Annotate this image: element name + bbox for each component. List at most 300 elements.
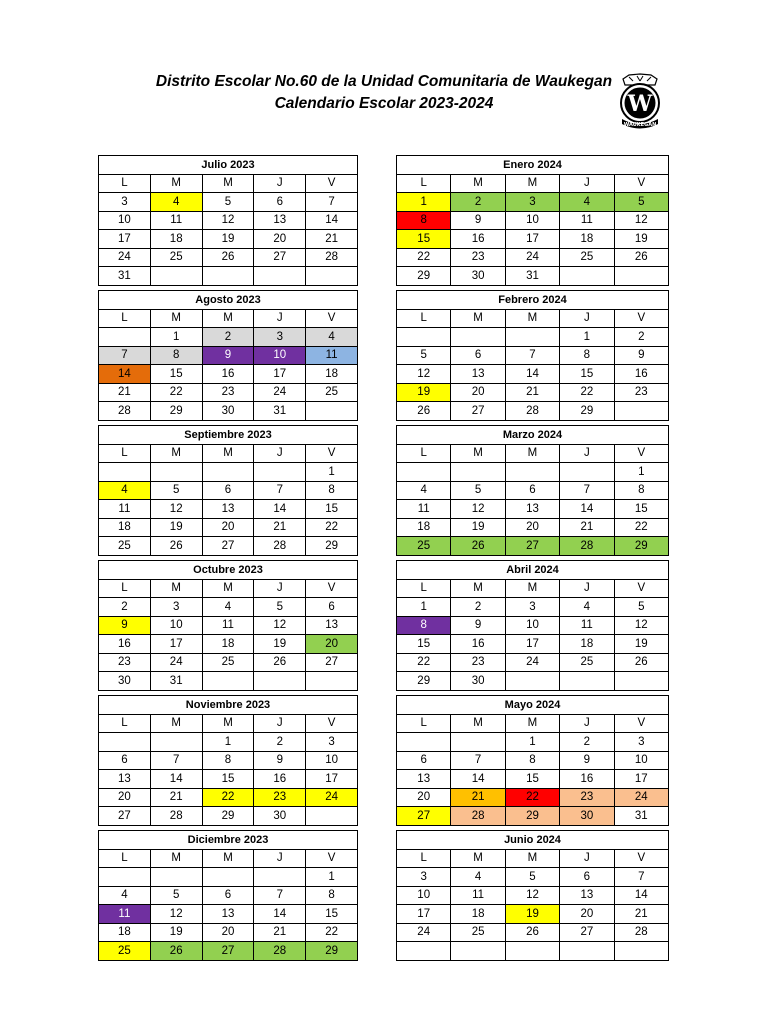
day-cell: 4 xyxy=(150,193,202,212)
day-cell: 19 xyxy=(254,635,306,654)
day-cell: 15 xyxy=(614,500,668,519)
day-cell: 16 xyxy=(451,230,505,249)
day-cell: 25 xyxy=(397,537,451,556)
day-cell: 27 xyxy=(505,537,559,556)
day-cell: 14 xyxy=(99,365,151,384)
day-cell: 3 xyxy=(150,598,202,617)
day-cell: 13 xyxy=(202,905,254,924)
day-cell: 15 xyxy=(150,365,202,384)
weekday-header: V xyxy=(614,309,668,328)
weekday-header: L xyxy=(397,444,451,463)
day-cell xyxy=(614,267,668,286)
weekday-header: L xyxy=(99,174,151,193)
day-cell: 15 xyxy=(202,770,254,789)
day-cell xyxy=(560,267,614,286)
day-cell: 6 xyxy=(254,193,306,212)
month-calendar xyxy=(98,155,358,286)
weekday-header: M xyxy=(202,849,254,868)
day-cell: 4 xyxy=(202,598,254,617)
weekday-header: M xyxy=(505,444,559,463)
day-cell: 7 xyxy=(99,346,151,365)
day-cell: 29 xyxy=(150,402,202,421)
day-cell: 29 xyxy=(505,807,559,826)
day-cell: 5 xyxy=(150,886,202,905)
day-cell: 31 xyxy=(254,402,306,421)
week-row xyxy=(397,653,669,672)
day-cell: 6 xyxy=(505,481,559,500)
day-cell: 10 xyxy=(99,211,151,230)
day-cell: 11 xyxy=(397,500,451,519)
day-cell: 12 xyxy=(254,616,306,635)
weekday-header: M xyxy=(505,714,559,733)
day-cell: 6 xyxy=(202,886,254,905)
weekday-header: V xyxy=(306,714,358,733)
day-cell: 13 xyxy=(306,616,358,635)
day-cell: 22 xyxy=(614,518,668,537)
day-cell: 26 xyxy=(254,653,306,672)
week-row xyxy=(397,672,669,691)
day-cell: 7 xyxy=(505,346,559,365)
day-cell xyxy=(254,267,306,286)
month-calendar xyxy=(98,290,358,421)
week-row xyxy=(99,923,358,942)
day-cell: 27 xyxy=(202,942,254,961)
day-cell xyxy=(150,267,202,286)
month-calendar xyxy=(396,155,669,286)
day-cell: 22 xyxy=(397,653,451,672)
day-cell: 30 xyxy=(99,672,151,691)
day-cell: 28 xyxy=(614,923,668,942)
day-cell: 21 xyxy=(254,518,306,537)
weekday-header: M xyxy=(150,309,202,328)
week-row xyxy=(99,942,358,961)
day-cell: 8 xyxy=(397,211,451,230)
day-cell: 25 xyxy=(560,653,614,672)
week-row xyxy=(99,733,358,752)
month-title: Septiembre 2023 xyxy=(99,426,358,445)
month-calendar xyxy=(396,290,669,421)
day-cell: 27 xyxy=(306,653,358,672)
day-cell: 24 xyxy=(306,788,358,807)
day-cell: 22 xyxy=(306,923,358,942)
month-title: Mayo 2024 xyxy=(397,696,669,715)
day-cell: 14 xyxy=(254,500,306,519)
week-row xyxy=(99,211,358,230)
day-cell: 14 xyxy=(560,500,614,519)
weekday-header: M xyxy=(150,579,202,598)
day-cell: 11 xyxy=(451,886,505,905)
week-row xyxy=(99,267,358,286)
day-cell: 9 xyxy=(451,616,505,635)
weekday-header: M xyxy=(150,714,202,733)
day-cell xyxy=(451,942,505,961)
day-cell: 4 xyxy=(560,598,614,617)
day-cell: 12 xyxy=(397,365,451,384)
day-cell: 29 xyxy=(397,672,451,691)
day-cell: 17 xyxy=(505,230,559,249)
day-cell: 1 xyxy=(505,733,559,752)
day-cell: 27 xyxy=(99,807,151,826)
week-row xyxy=(397,518,669,537)
weekday-header: M xyxy=(202,174,254,193)
day-cell xyxy=(254,868,306,887)
day-cell: 14 xyxy=(451,770,505,789)
day-cell: 24 xyxy=(505,248,559,267)
day-cell: 4 xyxy=(451,868,505,887)
day-cell: 6 xyxy=(397,751,451,770)
day-cell: 27 xyxy=(451,402,505,421)
day-cell: 12 xyxy=(150,905,202,924)
day-cell: 21 xyxy=(254,923,306,942)
day-cell: 12 xyxy=(150,500,202,519)
day-cell: 25 xyxy=(560,248,614,267)
day-cell xyxy=(505,672,559,691)
calendar-title: Calendario Escolar 2023-2024 xyxy=(274,95,494,112)
month-table xyxy=(396,155,669,286)
weekday-header: V xyxy=(614,444,668,463)
day-cell: 24 xyxy=(505,653,559,672)
day-cell: 6 xyxy=(560,868,614,887)
day-cell: 19 xyxy=(505,905,559,924)
day-cell xyxy=(150,868,202,887)
day-cell: 11 xyxy=(560,616,614,635)
day-cell: 25 xyxy=(202,653,254,672)
day-cell: 26 xyxy=(614,248,668,267)
day-cell: 17 xyxy=(505,635,559,654)
month-title: Junio 2024 xyxy=(397,831,669,850)
day-cell: 2 xyxy=(614,328,668,347)
day-cell: 14 xyxy=(505,365,559,384)
day-cell: 1 xyxy=(306,463,358,482)
week-row xyxy=(397,267,669,286)
day-cell xyxy=(254,463,306,482)
day-cell: 6 xyxy=(306,598,358,617)
day-cell: 19 xyxy=(614,635,668,654)
week-row xyxy=(397,788,669,807)
day-cell: 18 xyxy=(99,518,151,537)
week-row xyxy=(99,193,358,212)
day-cell: 2 xyxy=(202,328,254,347)
day-cell xyxy=(150,733,202,752)
day-cell xyxy=(560,672,614,691)
day-cell: 24 xyxy=(254,383,306,402)
weekday-header: M xyxy=(505,579,559,598)
week-row xyxy=(99,751,358,770)
day-cell: 9 xyxy=(560,751,614,770)
day-cell xyxy=(505,328,559,347)
day-cell: 13 xyxy=(202,500,254,519)
day-cell: 21 xyxy=(614,905,668,924)
day-cell: 26 xyxy=(202,248,254,267)
day-cell xyxy=(99,868,151,887)
weekday-header: V xyxy=(306,444,358,463)
day-cell: 28 xyxy=(254,942,306,961)
day-cell: 7 xyxy=(254,481,306,500)
week-row xyxy=(99,807,358,826)
day-cell: 22 xyxy=(505,788,559,807)
day-cell: 3 xyxy=(99,193,151,212)
day-cell: 10 xyxy=(614,751,668,770)
day-cell: 31 xyxy=(150,672,202,691)
weekday-header: L xyxy=(99,444,151,463)
day-cell: 12 xyxy=(505,886,559,905)
week-row xyxy=(397,365,669,384)
weekday-header: M xyxy=(202,714,254,733)
week-row xyxy=(99,365,358,384)
weekday-header: J xyxy=(254,309,306,328)
day-cell xyxy=(560,942,614,961)
weekday-header: M xyxy=(202,444,254,463)
week-row xyxy=(397,328,669,347)
day-cell: 24 xyxy=(614,788,668,807)
weekday-header: M xyxy=(451,714,505,733)
day-cell: 23 xyxy=(451,248,505,267)
weekday-header: L xyxy=(397,579,451,598)
day-cell: 26 xyxy=(150,537,202,556)
day-cell: 13 xyxy=(254,211,306,230)
day-cell: 5 xyxy=(505,868,559,887)
day-cell: 3 xyxy=(614,733,668,752)
day-cell: 16 xyxy=(560,770,614,789)
day-cell: 26 xyxy=(505,923,559,942)
day-cell: 30 xyxy=(451,672,505,691)
week-row xyxy=(397,905,669,924)
day-cell: 1 xyxy=(560,328,614,347)
day-cell: 22 xyxy=(560,383,614,402)
day-cell: 30 xyxy=(202,402,254,421)
day-cell: 15 xyxy=(306,500,358,519)
day-cell: 18 xyxy=(560,230,614,249)
week-row xyxy=(397,346,669,365)
day-cell: 29 xyxy=(202,807,254,826)
day-cell xyxy=(202,868,254,887)
day-cell: 5 xyxy=(254,598,306,617)
week-row xyxy=(397,923,669,942)
week-row xyxy=(99,672,358,691)
weekday-header: M xyxy=(451,849,505,868)
day-cell: 21 xyxy=(451,788,505,807)
day-cell: 19 xyxy=(451,518,505,537)
day-cell: 15 xyxy=(560,365,614,384)
day-cell: 14 xyxy=(150,770,202,789)
day-cell: 22 xyxy=(202,788,254,807)
weekday-header: M xyxy=(451,444,505,463)
month-calendar xyxy=(396,560,669,691)
weekday-header: J xyxy=(254,174,306,193)
week-row xyxy=(99,463,358,482)
day-cell xyxy=(397,733,451,752)
day-cell: 24 xyxy=(397,923,451,942)
day-cell: 22 xyxy=(306,518,358,537)
week-row xyxy=(397,537,669,556)
day-cell: 19 xyxy=(397,383,451,402)
week-row xyxy=(397,383,669,402)
day-cell: 21 xyxy=(150,788,202,807)
day-cell: 7 xyxy=(254,886,306,905)
day-cell: 14 xyxy=(614,886,668,905)
week-row xyxy=(397,402,669,421)
week-row xyxy=(397,193,669,212)
week-row xyxy=(397,733,669,752)
month-calendar xyxy=(396,425,669,556)
month-table xyxy=(396,425,669,556)
month-table xyxy=(396,560,669,691)
day-cell: 17 xyxy=(99,230,151,249)
month-title: Febrero 2024 xyxy=(397,291,669,310)
day-cell: 1 xyxy=(306,868,358,887)
day-cell: 30 xyxy=(451,267,505,286)
day-cell: 31 xyxy=(99,267,151,286)
weekday-header: V xyxy=(306,174,358,193)
day-cell: 20 xyxy=(306,635,358,654)
day-cell: 2 xyxy=(560,733,614,752)
day-cell xyxy=(306,402,358,421)
week-row xyxy=(99,248,358,267)
day-cell: 27 xyxy=(397,807,451,826)
day-cell: 18 xyxy=(99,923,151,942)
day-cell: 7 xyxy=(614,868,668,887)
day-cell: 1 xyxy=(397,193,451,212)
day-cell: 1 xyxy=(614,463,668,482)
day-cell: 29 xyxy=(306,942,358,961)
week-row xyxy=(397,598,669,617)
day-cell: 20 xyxy=(202,923,254,942)
weekday-header: M xyxy=(505,309,559,328)
day-cell: 8 xyxy=(505,751,559,770)
day-cell: 23 xyxy=(614,383,668,402)
day-cell xyxy=(254,672,306,691)
day-cell: 18 xyxy=(451,905,505,924)
day-cell: 19 xyxy=(150,923,202,942)
day-cell xyxy=(202,463,254,482)
week-row xyxy=(397,481,669,500)
day-cell: 5 xyxy=(614,598,668,617)
day-cell: 2 xyxy=(254,733,306,752)
day-cell xyxy=(202,267,254,286)
day-cell: 4 xyxy=(99,481,151,500)
week-row xyxy=(397,230,669,249)
day-cell: 21 xyxy=(505,383,559,402)
day-cell: 10 xyxy=(254,346,306,365)
week-row xyxy=(99,346,358,365)
week-row xyxy=(397,616,669,635)
weekday-header: M xyxy=(202,579,254,598)
day-cell: 11 xyxy=(99,500,151,519)
day-cell: 25 xyxy=(99,942,151,961)
day-cell: 16 xyxy=(99,635,151,654)
day-cell: 10 xyxy=(397,886,451,905)
day-cell: 13 xyxy=(505,500,559,519)
day-cell: 21 xyxy=(560,518,614,537)
month-table xyxy=(98,155,358,286)
day-cell: 16 xyxy=(254,770,306,789)
weekday-header: M xyxy=(451,579,505,598)
day-cell: 13 xyxy=(99,770,151,789)
day-cell: 16 xyxy=(614,365,668,384)
day-cell: 26 xyxy=(614,653,668,672)
week-row xyxy=(99,500,358,519)
day-cell: 2 xyxy=(451,193,505,212)
month-title: Marzo 2024 xyxy=(397,426,669,445)
weekday-header: L xyxy=(99,849,151,868)
day-cell: 20 xyxy=(397,788,451,807)
day-cell: 11 xyxy=(560,211,614,230)
week-row xyxy=(99,598,358,617)
weekday-header: V xyxy=(614,174,668,193)
day-cell: 13 xyxy=(451,365,505,384)
month-calendar xyxy=(396,830,669,961)
week-row xyxy=(397,500,669,519)
month-table xyxy=(98,290,358,421)
day-cell: 9 xyxy=(451,211,505,230)
month-title: Enero 2024 xyxy=(397,156,669,175)
day-cell: 1 xyxy=(202,733,254,752)
day-cell xyxy=(306,672,358,691)
day-cell: 28 xyxy=(150,807,202,826)
day-cell: 28 xyxy=(560,537,614,556)
day-cell: 8 xyxy=(560,346,614,365)
week-row xyxy=(99,481,358,500)
day-cell: 15 xyxy=(306,905,358,924)
day-cell: 6 xyxy=(451,346,505,365)
district-title: Distrito Escolar No.60 de la Unidad Comunitaria de Waukegan xyxy=(155,73,613,90)
month-table xyxy=(396,290,669,421)
svg-text:W: W xyxy=(627,91,653,117)
day-cell: 7 xyxy=(560,481,614,500)
day-cell: 27 xyxy=(254,248,306,267)
weekday-header: M xyxy=(505,849,559,868)
week-row xyxy=(397,886,669,905)
day-cell: 29 xyxy=(397,267,451,286)
day-cell xyxy=(150,463,202,482)
weekday-header: J xyxy=(254,849,306,868)
day-cell: 15 xyxy=(397,635,451,654)
day-cell: 31 xyxy=(505,267,559,286)
day-cell: 31 xyxy=(614,807,668,826)
week-row xyxy=(99,402,358,421)
day-cell: 7 xyxy=(451,751,505,770)
week-row xyxy=(397,635,669,654)
day-cell: 1 xyxy=(397,598,451,617)
week-row xyxy=(397,248,669,267)
day-cell: 26 xyxy=(451,537,505,556)
week-row xyxy=(99,788,358,807)
day-cell: 26 xyxy=(150,942,202,961)
day-cell xyxy=(99,463,151,482)
day-cell: 25 xyxy=(451,923,505,942)
day-cell: 6 xyxy=(202,481,254,500)
month-title: Agosto 2023 xyxy=(99,291,358,310)
day-cell: 15 xyxy=(505,770,559,789)
day-cell: 22 xyxy=(150,383,202,402)
day-cell xyxy=(614,402,668,421)
weekday-header: M xyxy=(150,174,202,193)
day-cell: 30 xyxy=(560,807,614,826)
day-cell: 12 xyxy=(202,211,254,230)
day-cell: 7 xyxy=(150,751,202,770)
week-row xyxy=(397,770,669,789)
weekday-header: V xyxy=(306,309,358,328)
day-cell: 22 xyxy=(397,248,451,267)
day-cell: 21 xyxy=(99,383,151,402)
day-cell: 5 xyxy=(451,481,505,500)
month-calendar xyxy=(396,695,669,826)
weekday-header: V xyxy=(614,714,668,733)
day-cell: 12 xyxy=(451,500,505,519)
day-cell: 17 xyxy=(614,770,668,789)
day-cell: 20 xyxy=(99,788,151,807)
day-cell: 17 xyxy=(150,635,202,654)
